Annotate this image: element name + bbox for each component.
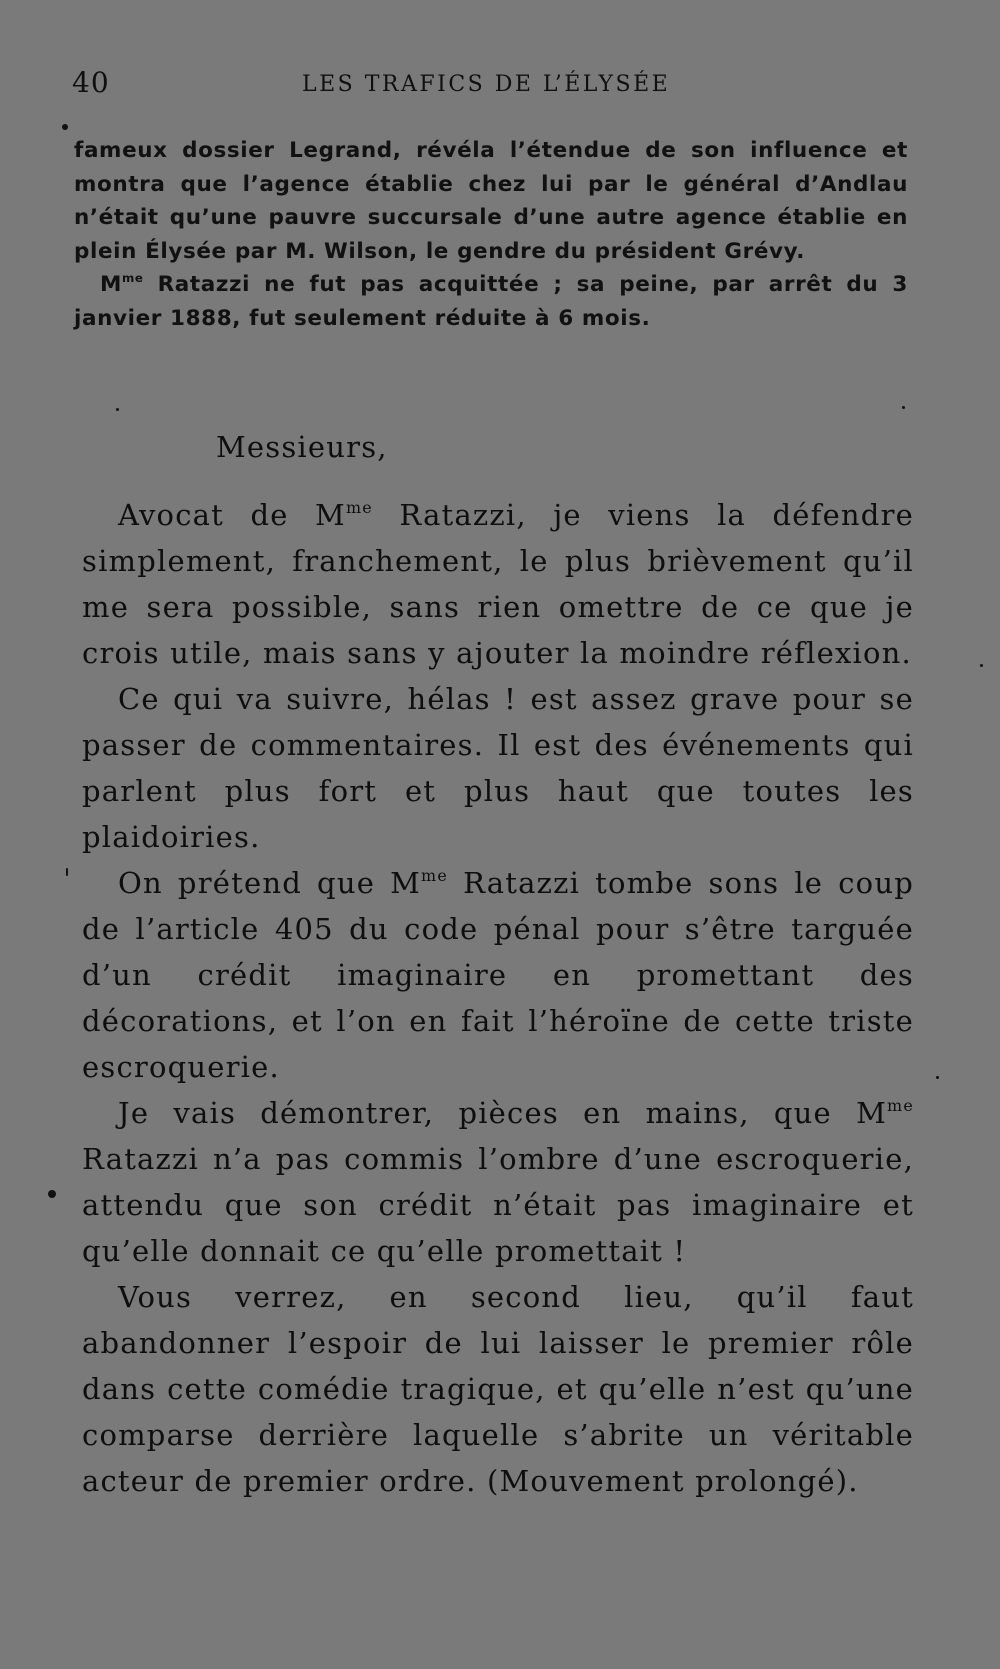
- scan-speck: [66, 868, 68, 876]
- footnote-block: [74, 134, 908, 335]
- speech-body: [82, 424, 914, 1504]
- scan-speck: [48, 1190, 56, 1198]
- body-text: Je vais démontrer, pièces en mains, que M: [118, 1096, 888, 1130]
- body-superscript: me: [421, 866, 448, 886]
- footnote-text: M: [100, 272, 122, 297]
- footnote-paragraph: [74, 268, 908, 335]
- salutation: Messieurs,: [216, 430, 388, 464]
- body-superscript: me: [345, 498, 373, 518]
- scan-speck: [902, 406, 905, 409]
- body-text: On prétend que M: [118, 866, 422, 900]
- page-number: 40: [72, 66, 110, 99]
- body-paragraph: [82, 860, 914, 1090]
- page-header: [72, 66, 912, 106]
- scan-speck: [936, 1076, 939, 1079]
- running-title: LES TRAFICS DE L’ÉLYSÉE: [302, 72, 671, 97]
- scan-speck: [980, 664, 983, 667]
- footnote-text: Ratazzi ne fut pas acquittée ; sa peine, par arrêt du 3 janvier 1888, fut seulement réduite à 6 mois.: [74, 272, 908, 331]
- body-paragraph: [82, 1090, 914, 1274]
- body-paragraph: Ce qui va suivre, hélas ! est assez grave pour se passer de commentaires. Il est des événements qui parlent plus fort et plus haut que toutes les plaidoiries.: [82, 682, 914, 854]
- footnote-superscript: me: [122, 271, 144, 286]
- body-text: Ratazzi n’a pas commis l’ombre d’une escroquerie, attendu que son crédit n’était pas imaginaire et qu’elle donnait ce qu’elle promettait !: [82, 1142, 914, 1268]
- body-paragraph: Vous verrez, en second lieu, qu’il faut abandonner l’espoir de lui laisser le premier rôle dans cette comédie tragique, et qu’elle n’est qu’une comparse derrière laquelle s’abrite un véritable acteur de premier ordre. (Mouvement prolongé).: [82, 1280, 914, 1498]
- body-text: Ratazzi tombe sons le coup de l’article 405 du code pénal pour s’être targuée d’un crédit imaginaire en promettant des décorations, et l’on en fait l’héroïne de cette triste escroquerie.: [82, 866, 914, 1084]
- footnote-paragraph: fameux dossier Legrand, révéla l’étendue de son influence et montra que l’agence établie chez lui par le général d’Andlau n’était qu’une pauvre succursale d’une autre agence établie en plein Élysée par M. Wilson, le gendre du président Grévy.: [74, 138, 908, 264]
- body-text: Ratazzi, je viens la défendre simplement, franchement, le plus brièvement qu’il me sera possible, sans rien omettre de ce que je crois utile, mais sans y ajouter la moindre réflexion.: [82, 498, 914, 670]
- scan-speck: [62, 124, 68, 130]
- body-text: Avocat de M: [118, 498, 346, 532]
- scan-speck: [116, 408, 119, 411]
- body-paragraph: [82, 492, 914, 676]
- body-superscript: me: [887, 1096, 914, 1116]
